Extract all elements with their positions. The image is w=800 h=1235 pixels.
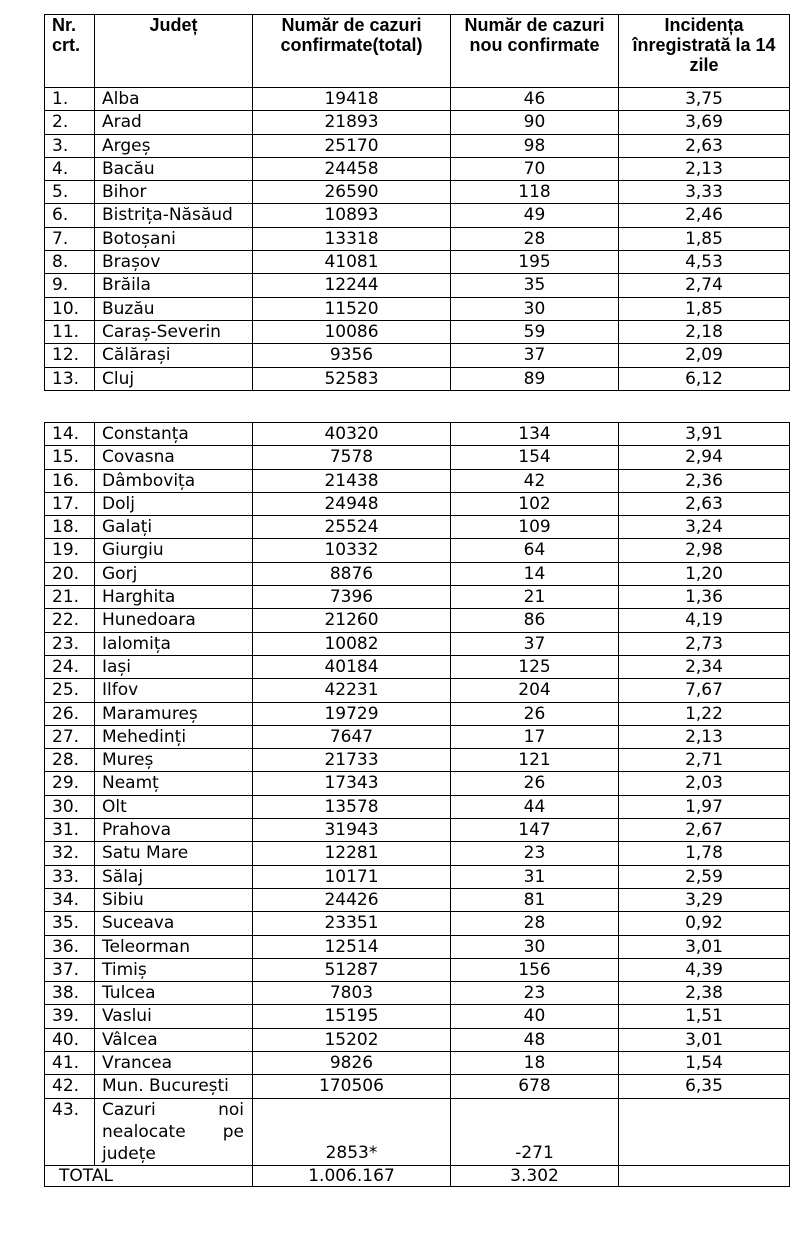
cell-incidence: 2,63	[619, 134, 790, 157]
cell-incidence: 3,29	[619, 888, 790, 911]
cell-incidence: 1,22	[619, 702, 790, 725]
cell-new: 37	[451, 632, 619, 655]
table-row	[45, 865, 790, 888]
cell-new: -271	[451, 1098, 619, 1165]
cell-total: 2853*	[253, 1098, 451, 1165]
cell-new: 125	[451, 655, 619, 678]
table-row	[45, 204, 790, 227]
cell-county: Teleorman	[95, 935, 253, 958]
cell-county: Harghita	[95, 586, 253, 609]
cell-incidence: 2,09	[619, 344, 790, 367]
cell-incidence: 2,74	[619, 274, 790, 297]
cell-total: 15195	[253, 1005, 451, 1028]
cell-nr: 11.	[45, 320, 95, 343]
cell-county: Bihor	[95, 181, 253, 204]
cell-nr: 28.	[45, 749, 95, 772]
total-new-cases: 3.302	[451, 1165, 619, 1186]
cell-new: 26	[451, 772, 619, 795]
cell-incidence: 2,13	[619, 157, 790, 180]
cell-nr: 10.	[45, 297, 95, 320]
table-row	[45, 609, 790, 632]
header-new-cases: Număr de cazuri nou confirmate	[451, 15, 619, 88]
table-row	[45, 562, 790, 585]
cell-total: 52583	[253, 367, 451, 390]
cell-nr: 42.	[45, 1075, 95, 1098]
cell-incidence: 2,98	[619, 539, 790, 562]
cell-nr: 4.	[45, 157, 95, 180]
cell-new: 86	[451, 609, 619, 632]
cell-nr: 26.	[45, 702, 95, 725]
table-row	[45, 344, 790, 367]
cell-total: 10171	[253, 865, 451, 888]
cell-nr: 8.	[45, 251, 95, 274]
cell-county: Hunedoara	[95, 609, 253, 632]
header-total-cases: Număr de cazuri confirmate(total)	[253, 15, 451, 88]
cell-incidence: 1,85	[619, 297, 790, 320]
cell-nr: 41.	[45, 1052, 95, 1075]
table-row	[45, 1005, 790, 1028]
cell-county: Alba	[95, 88, 253, 111]
cell-nr: 23.	[45, 632, 95, 655]
table-row	[45, 320, 790, 343]
cell-total: 51287	[253, 958, 451, 981]
cell-new: 31	[451, 865, 619, 888]
cell-county: Arad	[95, 111, 253, 134]
table-row	[45, 297, 790, 320]
cell-nr: 39.	[45, 1005, 95, 1028]
cell-incidence: 3,24	[619, 516, 790, 539]
cell-total: 7396	[253, 586, 451, 609]
cell-total: 41081	[253, 251, 451, 274]
cell-new: 118	[451, 181, 619, 204]
total-incidence	[619, 1165, 790, 1186]
cell-new: 70	[451, 157, 619, 180]
table-row	[45, 655, 790, 678]
cell-county: Galați	[95, 516, 253, 539]
cell-incidence: 3,33	[619, 181, 790, 204]
cell-nr: 33.	[45, 865, 95, 888]
cell-total: 24426	[253, 888, 451, 911]
cell-new: 28	[451, 227, 619, 250]
cell-total: 9356	[253, 344, 451, 367]
cell-incidence: 1,97	[619, 795, 790, 818]
table-row	[45, 423, 790, 446]
table-row	[45, 1052, 790, 1075]
cell-county: Neamț	[95, 772, 253, 795]
cell-new: 64	[451, 539, 619, 562]
cell-county: Mehedinți	[95, 725, 253, 748]
table-row	[45, 274, 790, 297]
cell-incidence: 0,92	[619, 912, 790, 935]
cell-incidence: 7,67	[619, 679, 790, 702]
cell-total: 10082	[253, 632, 451, 655]
cell-total: 24458	[253, 157, 451, 180]
cell-nr: 6.	[45, 204, 95, 227]
cell-total: 42231	[253, 679, 451, 702]
cell-nr: 36.	[45, 935, 95, 958]
cell-incidence: 2,18	[619, 320, 790, 343]
cell-total: 23351	[253, 912, 451, 935]
table-row	[45, 111, 790, 134]
cell-total: 19729	[253, 702, 451, 725]
cell-incidence: 2,38	[619, 982, 790, 1005]
cell-total: 31943	[253, 819, 451, 842]
cell-nr: 27.	[45, 725, 95, 748]
table-row	[45, 749, 790, 772]
cell-new: 195	[451, 251, 619, 274]
cell-nr: 17.	[45, 492, 95, 515]
cell-county: Tulcea	[95, 982, 253, 1005]
cell-new: 102	[451, 492, 619, 515]
cell-incidence: 3,01	[619, 1028, 790, 1051]
total-label: TOTAL	[45, 1165, 253, 1186]
table-body-part1	[45, 88, 790, 391]
cell-county: Argeș	[95, 134, 253, 157]
cell-nr: 2.	[45, 111, 95, 134]
cell-new: 204	[451, 679, 619, 702]
cell-new: 26	[451, 702, 619, 725]
table-footer	[45, 1098, 790, 1186]
cell-nr: 19.	[45, 539, 95, 562]
table-row	[45, 1075, 790, 1098]
cell-new: 18	[451, 1052, 619, 1075]
cell-nr: 37.	[45, 958, 95, 981]
cell-nr: 24.	[45, 655, 95, 678]
cell-nr: 18.	[45, 516, 95, 539]
cell-county: Prahova	[95, 819, 253, 842]
cell-county: Maramureș	[95, 702, 253, 725]
table-row	[45, 446, 790, 469]
cell-county: Vrancea	[95, 1052, 253, 1075]
cell-nr: 20.	[45, 562, 95, 585]
cell-total: 21438	[253, 469, 451, 492]
cell-total: 11520	[253, 297, 451, 320]
cell-county: Sibiu	[95, 888, 253, 911]
cell-new: 154	[451, 446, 619, 469]
cell-new: 90	[451, 111, 619, 134]
cell-nr: 16.	[45, 469, 95, 492]
cell-nr: 22.	[45, 609, 95, 632]
cases-table-part1	[44, 14, 790, 391]
cell-county: Botoșani	[95, 227, 253, 250]
table-row	[45, 912, 790, 935]
cell-total: 15202	[253, 1028, 451, 1051]
cell-nr: 43.	[45, 1098, 95, 1165]
cell-total: 40184	[253, 655, 451, 678]
cell-incidence: 3,75	[619, 88, 790, 111]
table-header-row	[45, 15, 790, 88]
cell-county: Ialomița	[95, 632, 253, 655]
table-row	[45, 516, 790, 539]
cell-nr: 12.	[45, 344, 95, 367]
cell-new: 156	[451, 958, 619, 981]
table-row	[45, 982, 790, 1005]
cell-new: 23	[451, 842, 619, 865]
table-body-part2	[45, 423, 790, 1099]
table-row	[45, 469, 790, 492]
cell-new: 40	[451, 1005, 619, 1028]
cell-total: 13578	[253, 795, 451, 818]
cell-total: 21260	[253, 609, 451, 632]
cell-new: 17	[451, 725, 619, 748]
cell-county: Timiș	[95, 958, 253, 981]
cell-incidence: 4,19	[619, 609, 790, 632]
cell-nr: 34.	[45, 888, 95, 911]
cell-county: Satu Mare	[95, 842, 253, 865]
cell-nr: 13.	[45, 367, 95, 390]
cell-county: Sălaj	[95, 865, 253, 888]
cell-new: 35	[451, 274, 619, 297]
cell-nr: 32.	[45, 842, 95, 865]
cell-new: 21	[451, 586, 619, 609]
cell-new: 59	[451, 320, 619, 343]
cell-nr: 35.	[45, 912, 95, 935]
cell-county: Gorj	[95, 562, 253, 585]
cell-new: 98	[451, 134, 619, 157]
cell-total: 10086	[253, 320, 451, 343]
table-row	[45, 227, 790, 250]
cell-total: 25170	[253, 134, 451, 157]
unallocated-row	[45, 1098, 790, 1165]
cell-county: Bacău	[95, 157, 253, 180]
table-row	[45, 251, 790, 274]
cell-incidence: 2,34	[619, 655, 790, 678]
header-nr: Nr. crt.	[45, 15, 95, 88]
table-row	[45, 492, 790, 515]
cell-new: 44	[451, 795, 619, 818]
cell-new: 48	[451, 1028, 619, 1051]
cell-nr: 7.	[45, 227, 95, 250]
cell-unallocated-label: Cazuri noi nealocate pe județe	[95, 1098, 253, 1165]
cell-total: 12244	[253, 274, 451, 297]
cell-county: Mureș	[95, 749, 253, 772]
cell-total: 170506	[253, 1075, 451, 1098]
cell-incidence	[619, 1098, 790, 1165]
table-row	[45, 725, 790, 748]
cell-total: 12514	[253, 935, 451, 958]
cell-new: 37	[451, 344, 619, 367]
header-judet: Județ	[95, 15, 253, 88]
cell-county: Cluj	[95, 367, 253, 390]
cell-new: 89	[451, 367, 619, 390]
cell-county: Iași	[95, 655, 253, 678]
table-row	[45, 679, 790, 702]
cell-new: 121	[451, 749, 619, 772]
cell-incidence: 2,73	[619, 632, 790, 655]
cell-incidence: 2,03	[619, 772, 790, 795]
cell-nr: 3.	[45, 134, 95, 157]
cell-total: 7803	[253, 982, 451, 1005]
cell-nr: 15.	[45, 446, 95, 469]
cell-incidence: 2,36	[619, 469, 790, 492]
cell-county: Călărași	[95, 344, 253, 367]
cell-county: Constanța	[95, 423, 253, 446]
cell-total: 19418	[253, 88, 451, 111]
cell-county: Caraș-Severin	[95, 320, 253, 343]
cell-total: 24948	[253, 492, 451, 515]
cell-nr: 40.	[45, 1028, 95, 1051]
cell-county: Vaslui	[95, 1005, 253, 1028]
cell-new: 28	[451, 912, 619, 935]
cell-total: 7647	[253, 725, 451, 748]
table-row	[45, 367, 790, 390]
cell-incidence: 3,91	[619, 423, 790, 446]
cell-total: 26590	[253, 181, 451, 204]
cell-new: 14	[451, 562, 619, 585]
cell-county: Brăila	[95, 274, 253, 297]
cell-incidence: 1,54	[619, 1052, 790, 1075]
cell-county: Ilfov	[95, 679, 253, 702]
cell-total: 17343	[253, 772, 451, 795]
table-row	[45, 842, 790, 865]
cell-new: 30	[451, 297, 619, 320]
table-row	[45, 586, 790, 609]
header-incidence: Incidența înregistrată la 14 zile	[619, 15, 790, 88]
cell-incidence: 1,20	[619, 562, 790, 585]
cell-county: Olt	[95, 795, 253, 818]
table-row	[45, 819, 790, 842]
cell-incidence: 3,01	[619, 935, 790, 958]
cell-total: 9826	[253, 1052, 451, 1075]
cell-total: 40320	[253, 423, 451, 446]
cell-incidence: 2,13	[619, 725, 790, 748]
cell-incidence: 3,69	[619, 111, 790, 134]
table-row	[45, 134, 790, 157]
cell-incidence: 1,78	[619, 842, 790, 865]
cell-nr: 21.	[45, 586, 95, 609]
table-row	[45, 958, 790, 981]
cell-incidence: 2,46	[619, 204, 790, 227]
total-cases: 1.006.167	[253, 1165, 451, 1186]
cell-nr: 31.	[45, 819, 95, 842]
table-row	[45, 157, 790, 180]
cell-incidence: 1,36	[619, 586, 790, 609]
cell-incidence: 2,63	[619, 492, 790, 515]
cell-new: 678	[451, 1075, 619, 1098]
cell-total: 10893	[253, 204, 451, 227]
table-row	[45, 935, 790, 958]
cell-nr: 9.	[45, 274, 95, 297]
cell-new: 30	[451, 935, 619, 958]
table-row	[45, 702, 790, 725]
cell-county: Covasna	[95, 446, 253, 469]
table-row	[45, 88, 790, 111]
cell-incidence: 6,12	[619, 367, 790, 390]
cell-total: 21733	[253, 749, 451, 772]
cell-county: Dolj	[95, 492, 253, 515]
cell-nr: 30.	[45, 795, 95, 818]
cell-incidence: 4,53	[619, 251, 790, 274]
cell-new: 46	[451, 88, 619, 111]
cell-county: Vâlcea	[95, 1028, 253, 1051]
cell-nr: 5.	[45, 181, 95, 204]
cell-incidence: 6,35	[619, 1075, 790, 1098]
cell-county: Bistrița-Năsăud	[95, 204, 253, 227]
cases-table-part2	[44, 422, 790, 1187]
cell-new: 134	[451, 423, 619, 446]
cell-incidence: 2,67	[619, 819, 790, 842]
cell-new: 23	[451, 982, 619, 1005]
cell-incidence: 4,39	[619, 958, 790, 981]
cell-total: 12281	[253, 842, 451, 865]
cell-total: 25524	[253, 516, 451, 539]
cell-county: Mun. București	[95, 1075, 253, 1098]
cell-county: Suceava	[95, 912, 253, 935]
cell-total: 21893	[253, 111, 451, 134]
table-row	[45, 539, 790, 562]
cell-new: 81	[451, 888, 619, 911]
cell-county: Giurgiu	[95, 539, 253, 562]
cell-total: 7578	[253, 446, 451, 469]
table-row	[45, 181, 790, 204]
cell-total: 13318	[253, 227, 451, 250]
cell-incidence: 2,59	[619, 865, 790, 888]
table-row	[45, 632, 790, 655]
cell-incidence: 2,71	[619, 749, 790, 772]
cell-nr: 1.	[45, 88, 95, 111]
cell-total: 8876	[253, 562, 451, 585]
cell-new: 109	[451, 516, 619, 539]
cell-new: 42	[451, 469, 619, 492]
cell-nr: 25.	[45, 679, 95, 702]
cell-incidence: 1,85	[619, 227, 790, 250]
total-row	[45, 1165, 790, 1186]
cell-nr: 38.	[45, 982, 95, 1005]
cell-incidence: 2,94	[619, 446, 790, 469]
cell-nr: 29.	[45, 772, 95, 795]
cell-county: Buzău	[95, 297, 253, 320]
cell-nr: 14.	[45, 423, 95, 446]
cell-new: 49	[451, 204, 619, 227]
cell-incidence: 1,51	[619, 1005, 790, 1028]
cell-county: Brașov	[95, 251, 253, 274]
cell-new: 147	[451, 819, 619, 842]
cell-total: 10332	[253, 539, 451, 562]
table-row	[45, 1028, 790, 1051]
table-row	[45, 795, 790, 818]
table-row	[45, 888, 790, 911]
cell-county: Dâmbovița	[95, 469, 253, 492]
table-row	[45, 772, 790, 795]
